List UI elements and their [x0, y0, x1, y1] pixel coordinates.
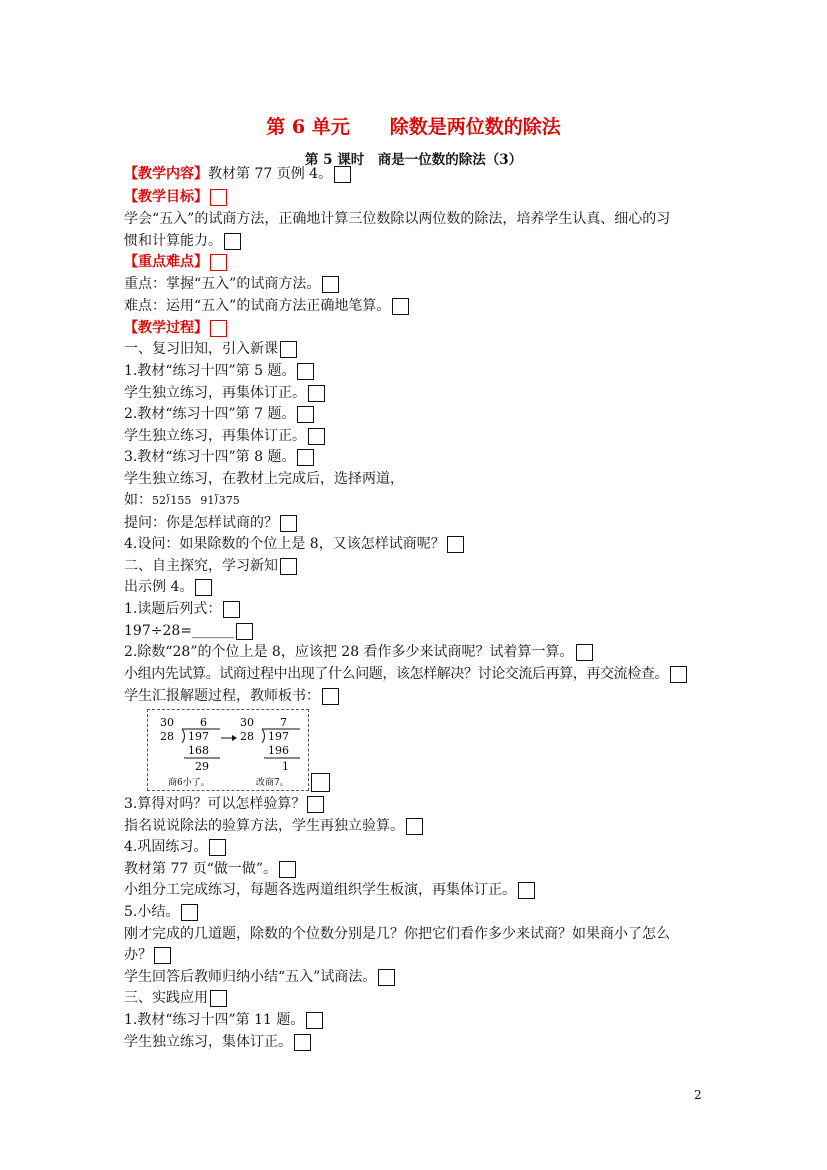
checkbox[interactable]: [297, 363, 314, 380]
process-item: [124, 514, 297, 532]
divisor-right: 28: [240, 730, 254, 743]
caption-right: 改商7。: [256, 778, 289, 788]
item-text: 1.读题后列式：: [124, 601, 222, 617]
process-item: [124, 838, 226, 856]
item-text: 提问：你是怎样试商的？: [124, 515, 278, 531]
process-item: [124, 340, 297, 358]
content-text: 教材第 77 页例 4。: [208, 166, 333, 182]
item-text: 学生独立练习，集体订正。: [124, 1034, 292, 1050]
checkbox[interactable]: [518, 882, 535, 899]
process-heading: 【教学过程】: [124, 320, 208, 336]
checkbox[interactable]: [210, 254, 227, 271]
process-item: [124, 405, 314, 423]
division-example-1: 52⟌155: [152, 494, 192, 507]
item-text: 197÷28=______: [124, 623, 234, 639]
arrow-icon: [232, 735, 237, 741]
caption-left: 商6小了。: [168, 778, 210, 788]
item-text: 指名说说除法的验算方法，学生再独立验算。: [124, 818, 404, 834]
checkbox[interactable]: [392, 298, 409, 315]
checkbox[interactable]: [294, 1034, 311, 1051]
item-text: 学生回答后教师归纳小结“五入”试商法。: [124, 969, 377, 985]
process-item: [124, 989, 227, 1007]
item-text: 学生独立练习，再集体订正。: [124, 428, 306, 444]
item-text: 办？: [124, 947, 152, 963]
process-item: [124, 448, 314, 466]
process-item: [124, 557, 297, 575]
item-text: 出示例 4。: [124, 579, 194, 595]
approx-divisor-right: 30: [240, 716, 254, 729]
checkbox[interactable]: [280, 558, 297, 575]
checkbox[interactable]: [308, 428, 325, 445]
item-text: 一、复习旧知，引入新课: [124, 341, 278, 357]
checkbox[interactable]: [279, 861, 296, 878]
checkbox[interactable]: [670, 666, 687, 683]
process-item: [124, 903, 198, 921]
product-left: 168: [188, 744, 209, 757]
quotient-right: 7: [280, 716, 287, 729]
item-text: 小组内先试算。试商过程中出现了什么问题，该怎样解决？讨论交流后再算，再交流检查。: [124, 666, 668, 682]
item-text: 5.小结。: [124, 904, 180, 920]
process-item: [124, 1011, 323, 1029]
topic-label: 除数是两位数的除法: [389, 116, 561, 138]
checkbox[interactable]: [447, 536, 464, 553]
checkbox[interactable]: [209, 839, 226, 856]
checkbox[interactable]: [297, 449, 314, 466]
item-text: 二、自主探究，学习新知: [124, 558, 278, 574]
key-point-line: [124, 275, 339, 293]
item-text: 2.除数“28”的个位上是 8，应该把 28 看作多少来试商呢？试着算一算。: [124, 644, 574, 660]
goal-text-1: 学会“五入”的试商方法，正确地计算三位数除以两位数的除法，培养学生认真、细心的习: [124, 211, 671, 227]
process-item: [124, 968, 395, 986]
process-item: [124, 881, 535, 899]
process-item: [124, 795, 324, 813]
remainder-right: 1: [282, 760, 289, 773]
process-item: [124, 427, 325, 445]
process-item: [124, 1033, 311, 1051]
quotient-left: 6: [200, 716, 207, 729]
long-division-figure: [148, 710, 308, 790]
checkbox[interactable]: [210, 189, 227, 206]
example-line: [124, 491, 240, 510]
key-heading: 【重点难点】: [124, 254, 208, 270]
process-item: [124, 578, 212, 596]
goal-text-2-line: [124, 232, 241, 250]
dividend-left: 197: [188, 730, 209, 743]
item-text: 小组分工完成练习，每题各选两道组织学生板演，再集体订正。: [124, 882, 516, 898]
process-line: [124, 319, 227, 337]
checkbox[interactable]: [210, 320, 227, 337]
checkbox[interactable]: [224, 233, 241, 250]
lesson-subtitle: 第 5 课时 商是一位数的除法（3）: [304, 152, 523, 168]
item-text: 1.教材“练习十四”第 11 题。: [124, 1012, 305, 1028]
checkbox[interactable]: [306, 1012, 323, 1029]
checkbox[interactable]: [311, 773, 330, 792]
process-item: [124, 362, 314, 380]
difficult-point: 难点：运用“五入”的试商方法正确地笔算。: [124, 298, 391, 314]
process-item: [124, 817, 423, 835]
division-example-2: 91⟌375: [200, 494, 240, 507]
checkbox[interactable]: [308, 385, 325, 402]
divisor-left: 28: [160, 730, 174, 743]
checkbox[interactable]: [297, 406, 314, 423]
page-number: 2: [694, 1088, 702, 1102]
item-text: 三、实践应用: [124, 990, 208, 1006]
process-item: [124, 860, 296, 878]
checkbox[interactable]: [280, 341, 297, 358]
checkbox[interactable]: [280, 515, 297, 532]
goal-heading: 【教学目标】: [124, 189, 208, 205]
process-item: [124, 643, 593, 661]
difficult-point-line: [124, 297, 409, 315]
checkbox[interactable]: [223, 601, 240, 618]
dividend-right: 197: [268, 730, 289, 743]
process-item: [124, 946, 171, 964]
example-prefix: 如：: [124, 492, 152, 508]
key-line: [124, 253, 227, 271]
process-item: 刚才完成的几道题，除数的个位数分别是几？你把它们看作多少来试商？如果商小了怎么: [124, 926, 670, 942]
content-heading: 【教学内容】: [124, 166, 208, 182]
item-text: 学生汇报解题过程，教师板书：: [124, 688, 320, 704]
item-text: 3.算得对吗？可以怎样验算？: [124, 796, 306, 812]
process-item: 学生独立练习，在教材上完成后，选择两道，: [124, 471, 404, 487]
unit-label: 第 6 单元: [266, 116, 350, 138]
item-text: 2.教材“练习十四”第 7 题。: [124, 406, 296, 422]
item-text: 4.设问：如果除数的个位上是 8，又该怎样试商呢？: [124, 536, 445, 552]
content-line: [124, 165, 351, 183]
item-text: 教材第 77 页“做一做”。: [124, 861, 278, 877]
goal-text-2: 惯和计算能力。: [124, 233, 222, 249]
checkbox[interactable]: [334, 166, 351, 183]
key-point: 重点：掌握“五入”的试商方法。: [124, 276, 321, 292]
process-item: [124, 665, 687, 683]
bracket-curve-left: [182, 729, 185, 743]
checkbox[interactable]: [210, 990, 227, 1007]
checkbox[interactable]: [181, 904, 198, 921]
item-text: 4.巩固练习。: [124, 839, 208, 855]
process-item: [124, 535, 464, 553]
process-item: [124, 600, 240, 618]
product-right: 196: [268, 744, 289, 757]
approx-divisor-left: 30: [160, 716, 174, 729]
checkbox[interactable]: [236, 623, 253, 640]
item-text: 1.教材“练习十四”第 5 题。: [124, 363, 296, 379]
remainder-left: 29: [195, 760, 209, 773]
checkbox[interactable]: [154, 947, 171, 964]
process-item: [124, 687, 339, 705]
item-text: 学生独立练习，再集体订正。: [124, 385, 306, 401]
checkbox[interactable]: [307, 796, 324, 813]
item-text: 3.教材“练习十四”第 8 题。: [124, 449, 296, 465]
page-title: [0, 112, 827, 139]
process-item: [124, 384, 325, 402]
board-figure: [147, 709, 309, 791]
checkbox[interactable]: [378, 969, 395, 986]
process-item: [124, 622, 253, 640]
checkbox[interactable]: [406, 818, 423, 835]
goal-line: [124, 188, 227, 206]
checkbox[interactable]: [195, 579, 212, 596]
checkbox[interactable]: [322, 276, 339, 293]
checkbox[interactable]: [576, 644, 593, 661]
checkbox[interactable]: [322, 688, 339, 705]
bracket-curve-right: [262, 729, 265, 743]
